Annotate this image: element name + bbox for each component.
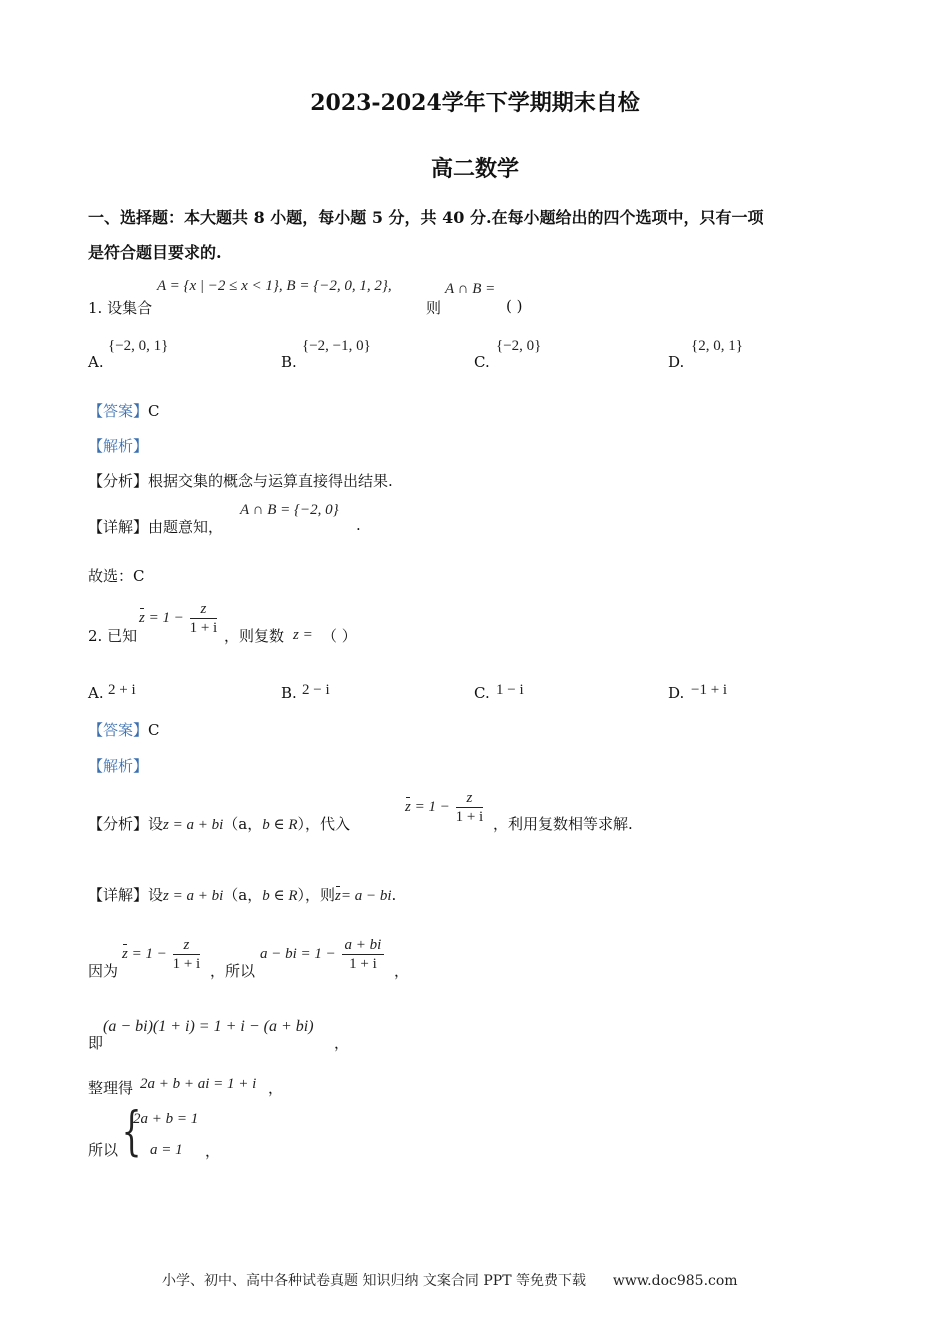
- q2-ji: 即: [88, 1034, 104, 1052]
- fraction-denominator: 1 + i: [455, 809, 484, 825]
- q2-fenxi-math-1: z = a + bi: [163, 817, 224, 833]
- so-expression: a − bi = 1 −: [260, 945, 336, 962]
- z-conjugate: z: [335, 888, 341, 904]
- q1-fenxi-line: [88, 470, 393, 491]
- fraction-denominator: 1 + i: [349, 956, 377, 972]
- q2-fenxi-math-2: b ∈ R: [262, 817, 298, 833]
- q2-xiangjie-line: [88, 884, 396, 905]
- q1-answer-line: [88, 400, 160, 421]
- q2-because: 因为: [88, 962, 119, 980]
- q1-xiangjie-text: 由题意知，: [148, 518, 224, 536]
- q2-analysis-tag: 【解析】: [88, 757, 149, 775]
- q1-option-c-label: C.: [474, 353, 490, 371]
- q2-system-eq1: 2a + b = 1: [133, 1111, 199, 1127]
- q2-option-a-label: A.: [88, 684, 104, 702]
- q1-option-b-value: {−2, −1, 0}: [302, 338, 371, 354]
- xiangjie-tag: 【详解】: [88, 518, 149, 536]
- q1-xiangjie-line: [88, 516, 223, 537]
- answer-tag: 【答案】: [88, 721, 149, 739]
- q2-xj-math-3: = a − bi: [340, 888, 392, 904]
- q2-fenxi-text-3: ），代入: [297, 815, 351, 833]
- q1-option-a-label: A.: [88, 353, 104, 371]
- section-heading-line2: 是符合题目要求的.: [88, 243, 222, 262]
- eq-one: = 1 −: [414, 798, 450, 815]
- q2-suoyi: 所以: [88, 1141, 119, 1159]
- xiangjie-tag: 【详解】: [88, 886, 149, 904]
- q1-option-d-label: D.: [668, 353, 685, 371]
- q1-xiangjie-math: A ∩ B = {−2, 0}: [240, 502, 339, 518]
- q2-so: ，所以: [210, 962, 256, 980]
- fraction-denominator: 1 + i: [189, 620, 218, 636]
- fraction-numerator: z: [173, 936, 201, 955]
- q2-option-c-label: C.: [474, 684, 490, 702]
- q2-stem-math: [139, 600, 219, 637]
- q2-system-end: ，: [205, 1142, 221, 1160]
- z-conjugate: z: [139, 609, 145, 626]
- q2-fenxi-text-2: （a，: [223, 815, 263, 833]
- q1-analysis-tag: 【解析】: [88, 437, 149, 455]
- page-title: 2023-2024学年下学期期末自检: [310, 90, 640, 116]
- q2-fraction: [190, 600, 218, 637]
- q1-xiangjie-end: .: [356, 516, 361, 534]
- section-heading-line1: 一、选择题：本大题共 8 小题，每小题 5 分，共 40 分.在每小题给出的四个选项中，只有一项: [88, 208, 764, 227]
- q2-stem-prefix: 2. 已知: [88, 627, 138, 645]
- q1-answer: C: [148, 402, 160, 420]
- q2-xj-text-3: ），则: [297, 886, 336, 904]
- q2-because-math: [122, 936, 202, 973]
- q2-option-d-value: −1 + i: [691, 682, 728, 698]
- q2-xj-text-4: .: [391, 886, 397, 904]
- q2-z-eq: z =: [293, 627, 313, 643]
- q2-so-fraction: [342, 936, 385, 973]
- eq-one: = 1 −: [131, 945, 167, 962]
- q2-zhengli-end: ，: [268, 1079, 284, 1097]
- q2-fenxi-text-1: 设: [148, 815, 164, 833]
- footer: [162, 1270, 738, 1290]
- q1-choose: 故选：C: [88, 567, 145, 585]
- q2-paren: （ ）: [322, 627, 357, 645]
- q2-option-a-value: 2 + i: [108, 682, 136, 698]
- q2-xj-text-1: 设: [148, 886, 164, 904]
- q2-xj-math-2: b ∈ R: [262, 888, 298, 904]
- q2-ji-end: ，: [334, 1034, 350, 1052]
- q2-xj-text-2: （a，: [223, 886, 263, 904]
- fenxi-tag: 【分析】: [88, 815, 149, 833]
- q1-expression: A ∩ B =: [445, 281, 496, 297]
- footer-url[interactable]: www.doc985.com: [612, 1273, 738, 1289]
- page-subtitle: 高二数学: [430, 156, 519, 182]
- q2-zhengli: 整理得: [88, 1079, 134, 1097]
- q2-stem-mid: ，则复数: [224, 627, 285, 645]
- fraction-numerator: z: [190, 600, 218, 619]
- q2-ji-math: (a − bi)(1 + i) = 1 + i − (a + bi): [103, 1018, 314, 1035]
- q1-paren: ( ): [506, 297, 523, 315]
- q2-fenxi-text-4: ，利用复数相等求解.: [493, 815, 633, 833]
- q1-option-b-label: B.: [281, 353, 297, 371]
- q2-option-b-value: 2 − i: [302, 682, 330, 698]
- q2-option-b-label: B.: [281, 684, 297, 702]
- q2-eq-one: = 1 −: [148, 609, 184, 626]
- z-conjugate: z: [405, 798, 411, 815]
- q2-fenxi-line: [88, 813, 350, 834]
- footer-text: 小学、初中、高中各种试卷真题 知识归纳 文案合同 PPT 等免费下载: [162, 1273, 586, 1289]
- q2-so-math: [260, 936, 386, 973]
- q2-xj-math-1: z = a + bi: [163, 888, 224, 904]
- fraction-numerator: a + bi: [342, 936, 385, 955]
- q2-so-end: ，: [394, 962, 410, 980]
- system-brace-icon: {: [121, 1102, 142, 1162]
- q1-option-c-value: {−2, 0}: [496, 338, 542, 354]
- fraction-numerator: z: [456, 789, 484, 808]
- fenxi-tag: 【分析】: [88, 472, 149, 490]
- q1-stem-mid: 则: [426, 299, 442, 317]
- q2-answer: C: [148, 721, 160, 739]
- fraction-denominator: 1 + i: [172, 956, 201, 972]
- q1-stem-prefix: 1. 设集合: [88, 299, 153, 317]
- q2-fenxi-math-3: [405, 789, 485, 826]
- q2-fraction: [173, 936, 201, 973]
- q1-fenxi-text: 根据交集的概念与运算直接得出结果.: [148, 472, 393, 490]
- q1-option-d-value: {2, 0, 1}: [691, 338, 743, 354]
- q2-system-eq2: a = 1: [150, 1142, 183, 1158]
- z-conjugate: z: [122, 945, 128, 962]
- answer-tag: 【答案】: [88, 402, 149, 420]
- q2-zhengli-math: 2a + b + ai = 1 + i: [140, 1076, 257, 1092]
- q1-set-definition: A = {x | −2 ≤ x < 1}, B = {−2, 0, 1, 2},: [157, 278, 392, 294]
- q1-option-a-value: {−2, 0, 1}: [108, 338, 169, 354]
- q2-option-c-value: 1 − i: [496, 682, 524, 698]
- q2-answer-line: [88, 719, 160, 740]
- q2-fraction: [456, 789, 484, 826]
- q2-option-d-label: D.: [668, 684, 685, 702]
